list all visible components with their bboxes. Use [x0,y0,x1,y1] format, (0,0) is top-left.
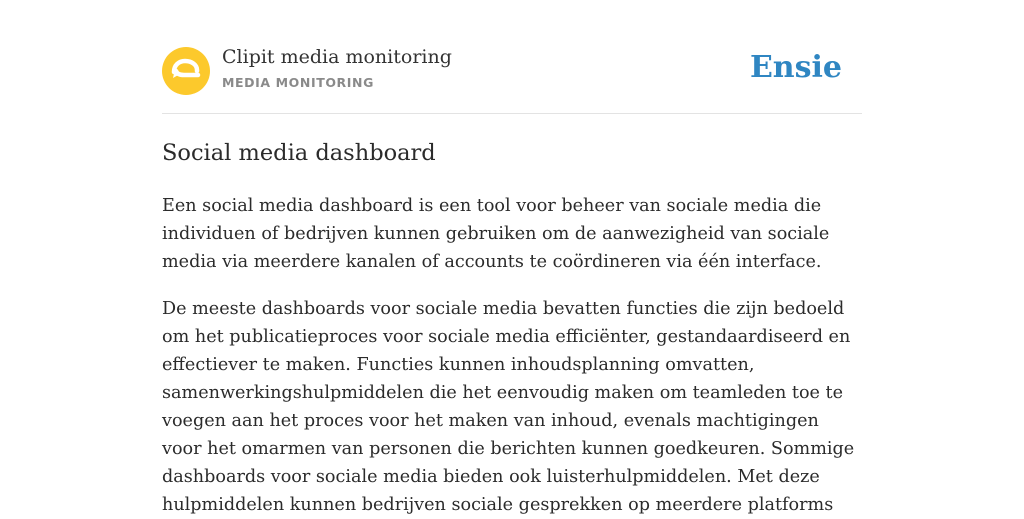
site-subtitle: MEDIA MONITORING [222,75,374,90]
site-header [162,46,862,114]
speech-bubble-icon [162,47,210,95]
brand-logo[interactable]: Ensie [749,50,842,85]
article-paragraph: De meeste dashboards voor sociale media bevatten functies die zijn bedoeld om het publicatieproces voor sociale media efficiënter, gestandaardiseerd en effectiever te maken. Functies kunnen inhoudsplanning omvatten, samenwerkingshulpmiddelen die het eenvoudig maken om teamleden toe te voegen aan het proces voor het maken van inhoud, evenals machtigingen voor het omarmen van personen die berichten kunnen goedkeuren. Sommige dashboards voor sociale media bieden ook luisterhulpmiddelen. Met deze hulpmiddelen kunnen bedrijven sociale gesprekken op meerdere platforms [162,299,855,515]
article-card [162,46,862,519]
article-title: Social media dashboard [162,140,436,166]
article-paragraph: Een social media dashboard is een tool voor beheer van sociale media die individuen of bedrijven kunnen gebruiken om de aanwezigheid van sociale media via meerdere kanalen of accounts te coördineren via één interface. [162,196,830,272]
site-logo[interactable] [162,47,210,95]
site-name[interactable]: Clipit media monitoring [222,46,452,68]
